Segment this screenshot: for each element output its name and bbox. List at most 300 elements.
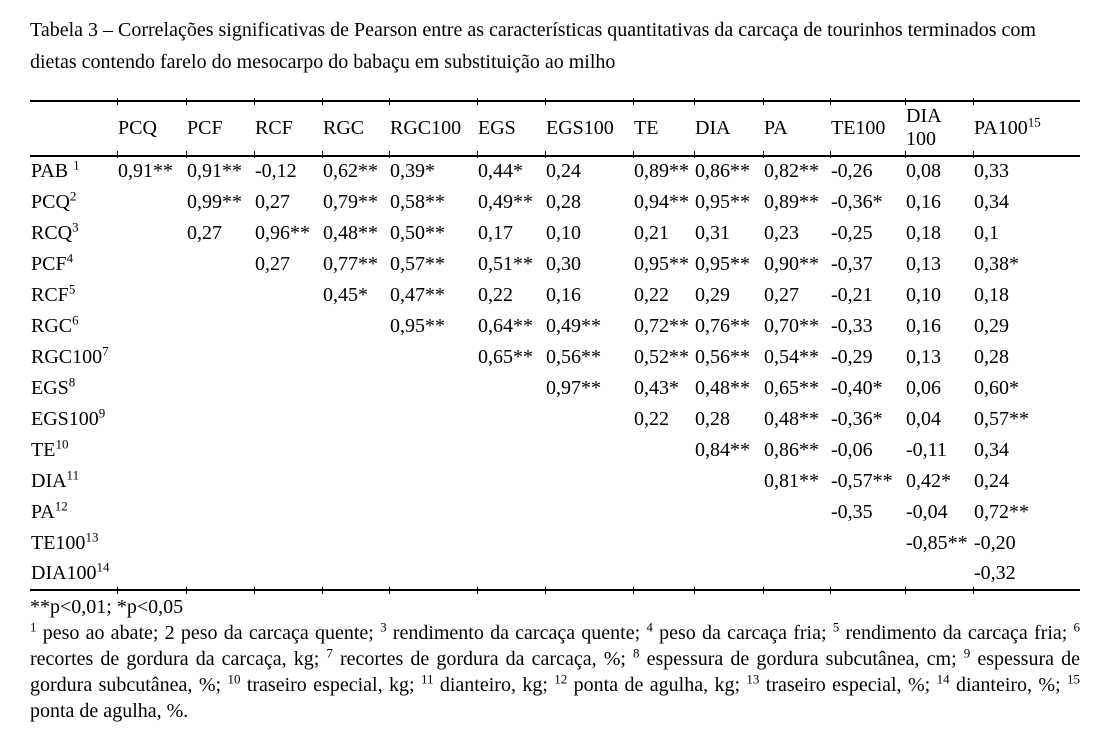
correlation-value: 0,65** xyxy=(764,376,819,399)
correlation-value: 0,84** xyxy=(695,438,750,461)
correlation-value: 0,60* xyxy=(974,376,1019,399)
column-boundary-tick xyxy=(477,151,478,158)
correlation-value xyxy=(389,466,477,497)
correlation-value xyxy=(477,497,545,528)
correlation-value xyxy=(117,466,186,497)
cell-label: EGS xyxy=(478,116,516,139)
correlation-value: 0,65** xyxy=(478,345,533,368)
cell-label: DIA xyxy=(695,116,731,139)
correlation-value: -0,06 xyxy=(831,438,873,461)
correlation-value xyxy=(117,435,186,466)
superscript: 1 xyxy=(73,157,80,173)
correlation-value: 0,13 xyxy=(906,345,941,368)
correlation-value: 0,13 xyxy=(906,252,941,275)
correlation-value: 0,23 xyxy=(764,221,799,244)
footnote-marker: 6 xyxy=(1073,619,1081,635)
correlation-value: 0,29 xyxy=(695,283,730,306)
correlation-value xyxy=(254,466,322,497)
column-header xyxy=(545,101,633,156)
correlation-value xyxy=(186,311,254,342)
correlation-value: 0,56** xyxy=(546,345,601,368)
correlation-value: 0,94** xyxy=(634,190,689,213)
correlation-value xyxy=(322,497,389,528)
table-row xyxy=(30,218,1080,249)
column-header xyxy=(973,101,1080,156)
correlation-value xyxy=(186,466,254,497)
correlation-value: 0,89** xyxy=(634,160,689,182)
correlation-value: -0,36* xyxy=(831,407,883,430)
correlation-value: 0,95** xyxy=(390,314,445,337)
column-boundary-tick xyxy=(117,587,118,594)
correlation-value xyxy=(694,466,763,497)
column-boundary-tick xyxy=(905,151,906,158)
correlation-value: -0,32 xyxy=(974,562,1016,584)
row-header xyxy=(30,187,117,218)
column-boundary-tick xyxy=(973,98,974,105)
table-row xyxy=(30,156,1080,187)
correlation-value: -0,12 xyxy=(255,160,297,182)
correlation-value xyxy=(254,373,322,404)
cell-label: RCF xyxy=(31,283,69,306)
row-header xyxy=(30,311,117,342)
column-boundary-tick xyxy=(763,98,764,105)
correlation-value xyxy=(633,559,694,590)
cell-label: PA xyxy=(764,116,788,139)
correlation-value: 0,89** xyxy=(764,190,819,213)
table-row xyxy=(30,559,1080,590)
correlation-value xyxy=(322,528,389,559)
correlation-value: 0,24 xyxy=(546,160,581,182)
correlation-value: 0,95** xyxy=(695,190,750,213)
column-boundary-tick xyxy=(322,587,323,594)
cell-label: EGS100 xyxy=(31,407,99,430)
correlation-value xyxy=(389,435,477,466)
correlation-value: 0,16 xyxy=(906,190,941,213)
table-row xyxy=(30,373,1080,404)
cell-label: RGC100 xyxy=(31,345,103,368)
table-notes xyxy=(30,594,1080,724)
row-header xyxy=(30,156,117,187)
correlation-value: 0,10 xyxy=(906,283,941,306)
correlation-value xyxy=(117,404,186,435)
cell-label: RGC xyxy=(31,314,73,337)
correlation-value: 0,49** xyxy=(546,314,601,337)
correlation-value: 0,82** xyxy=(764,160,819,182)
correlation-value xyxy=(545,404,633,435)
correlation-value xyxy=(830,528,905,559)
cell-label: PCQ xyxy=(118,116,157,139)
footnote-marker: 5 xyxy=(832,619,840,635)
correlation-value xyxy=(633,528,694,559)
column-boundary-tick xyxy=(763,151,764,158)
correlation-value: 0,29 xyxy=(974,314,1009,337)
superscript: 2 xyxy=(69,187,77,203)
correlation-value xyxy=(117,218,186,249)
correlation-value: 0,91** xyxy=(118,160,173,182)
column-boundary-tick xyxy=(322,151,323,158)
column-boundary-tick xyxy=(117,151,118,158)
cell-label: DIA100 xyxy=(31,562,97,584)
correlation-value xyxy=(477,404,545,435)
correlation-value xyxy=(254,404,322,435)
correlation-value xyxy=(186,497,254,528)
correlation-table xyxy=(30,100,1080,591)
correlation-value: 0,27 xyxy=(255,190,290,213)
correlation-value xyxy=(633,466,694,497)
correlation-value: 0,22 xyxy=(634,407,669,430)
cell-label: DIA 100 xyxy=(906,105,941,150)
correlation-value: 0,1 xyxy=(974,221,999,244)
table-row xyxy=(30,404,1080,435)
column-boundary-tick xyxy=(830,98,831,105)
column-boundary-tick xyxy=(905,587,906,594)
correlation-value: 0,95** xyxy=(634,252,689,275)
cell-label: EGS xyxy=(31,376,69,399)
correlation-value xyxy=(633,435,694,466)
correlation-value xyxy=(389,528,477,559)
column-boundary-tick xyxy=(545,587,546,594)
correlation-value: 0,52** xyxy=(634,345,689,368)
correlation-value: 0,27 xyxy=(764,283,799,306)
column-boundary-tick xyxy=(545,98,546,105)
column-boundary-tick xyxy=(905,98,906,105)
row-header xyxy=(30,435,117,466)
table-row xyxy=(30,280,1080,311)
correlation-value xyxy=(545,559,633,590)
cell-label: PCF xyxy=(31,252,67,275)
table-row xyxy=(30,528,1080,559)
row-header xyxy=(30,497,117,528)
table-wrap xyxy=(30,100,1080,591)
correlation-value xyxy=(905,559,973,590)
correlation-value: 0,34 xyxy=(974,438,1009,461)
correlation-value xyxy=(117,559,186,590)
correlation-value xyxy=(254,528,322,559)
correlation-value: 0,38* xyxy=(974,252,1019,275)
row-header xyxy=(30,404,117,435)
cell-label: TE100 xyxy=(831,116,886,139)
cell-label: RGC100 xyxy=(390,116,462,139)
correlation-value: -0,11 xyxy=(906,438,947,461)
cell-label: PAB xyxy=(31,160,74,182)
correlation-value: 0,96** xyxy=(255,221,310,244)
column-boundary-tick xyxy=(633,151,634,158)
column-boundary-tick xyxy=(694,151,695,158)
correlation-value: 0,43* xyxy=(634,376,679,399)
footnote-marker: 10 xyxy=(227,671,241,687)
correlation-value: 0,57** xyxy=(390,252,445,275)
correlation-value: 0,33 xyxy=(974,160,1009,182)
correlation-value: 0,04 xyxy=(906,407,941,430)
correlation-value xyxy=(477,373,545,404)
superscript: 15 xyxy=(1027,113,1041,129)
column-header xyxy=(117,101,186,156)
correlation-value xyxy=(254,497,322,528)
correlation-value: -0,20 xyxy=(974,531,1016,554)
correlation-value: 0,10 xyxy=(546,221,581,244)
correlation-value xyxy=(186,280,254,311)
table-row xyxy=(30,342,1080,373)
correlation-value xyxy=(694,559,763,590)
column-boundary-tick xyxy=(694,98,695,105)
superscript: 13 xyxy=(85,528,99,544)
correlation-value xyxy=(254,559,322,590)
correlation-value: 0,39* xyxy=(390,160,435,182)
superscript: 3 xyxy=(72,218,79,234)
column-boundary-tick xyxy=(186,98,187,105)
column-boundary-tick xyxy=(633,587,634,594)
correlation-value: 0,16 xyxy=(906,314,941,337)
correlation-value xyxy=(322,466,389,497)
table-row xyxy=(30,311,1080,342)
correlation-value xyxy=(322,435,389,466)
cell-label: RGC xyxy=(323,116,365,139)
correlation-value: 0,95** xyxy=(695,252,750,275)
table-row xyxy=(30,497,1080,528)
significance-note: **p<0,01; *p<0,05 xyxy=(30,596,184,618)
correlation-value: 0,06 xyxy=(906,376,941,399)
correlation-value xyxy=(389,404,477,435)
correlation-value xyxy=(694,497,763,528)
correlation-value xyxy=(254,280,322,311)
column-boundary-tick xyxy=(322,98,323,105)
correlation-value: -0,40* xyxy=(831,376,883,399)
column-boundary-tick xyxy=(254,151,255,158)
column-boundary-tick xyxy=(763,587,764,594)
correlation-value xyxy=(477,559,545,590)
column-header xyxy=(477,101,545,156)
correlation-value: 0,28 xyxy=(546,190,581,213)
correlation-value xyxy=(545,466,633,497)
column-header xyxy=(905,101,973,156)
correlation-value xyxy=(322,373,389,404)
correlation-value: -0,33 xyxy=(831,314,873,337)
correlation-value: 0,22 xyxy=(634,283,669,306)
footnote-marker: 9 xyxy=(963,645,971,661)
row-header xyxy=(30,559,117,590)
footnote-marker: 12 xyxy=(554,671,568,687)
column-boundary-tick xyxy=(545,151,546,158)
correlation-value xyxy=(763,559,830,590)
cell-label: PCQ xyxy=(31,190,70,213)
correlation-value xyxy=(633,497,694,528)
superscript: 14 xyxy=(96,559,110,575)
correlation-value: 0,21 xyxy=(634,221,669,244)
correlation-value: 0,90** xyxy=(764,252,819,275)
correlation-value: -0,04 xyxy=(906,500,948,523)
column-header xyxy=(186,101,254,156)
correlation-value: 0,97** xyxy=(546,376,601,399)
correlation-value: 0,50** xyxy=(390,221,445,244)
column-boundary-tick xyxy=(694,587,695,594)
correlation-value xyxy=(322,404,389,435)
correlation-value xyxy=(763,528,830,559)
column-header xyxy=(830,101,905,156)
correlation-value: -0,21 xyxy=(831,283,873,306)
superscript: 6 xyxy=(72,311,79,327)
row-header xyxy=(30,280,117,311)
column-boundary-tick xyxy=(186,151,187,158)
table-row xyxy=(30,187,1080,218)
correlation-value: 0,48** xyxy=(764,407,819,430)
row-header xyxy=(30,218,117,249)
table-row xyxy=(30,249,1080,280)
correlation-value xyxy=(117,187,186,218)
correlation-value: 0,86** xyxy=(695,160,750,182)
correlation-value xyxy=(322,559,389,590)
correlation-value: 0,56** xyxy=(695,345,750,368)
cell-label: DIA xyxy=(31,469,67,492)
correlation-value xyxy=(477,466,545,497)
correlation-value xyxy=(254,342,322,373)
correlation-value xyxy=(254,435,322,466)
correlation-value: 0,99** xyxy=(187,190,242,213)
correlation-value: 0,70** xyxy=(764,314,819,337)
correlation-value: 0,76** xyxy=(695,314,750,337)
correlation-value: 0,77** xyxy=(323,252,378,275)
column-boundary-tick xyxy=(186,587,187,594)
column-boundary-tick xyxy=(477,587,478,594)
column-header xyxy=(694,101,763,156)
superscript: 9 xyxy=(98,404,106,420)
correlation-value: 0,64** xyxy=(478,314,533,337)
table-row xyxy=(30,466,1080,497)
superscript: 7 xyxy=(102,342,109,358)
table-row xyxy=(30,435,1080,466)
column-boundary-tick xyxy=(254,587,255,594)
correlation-value xyxy=(186,559,254,590)
cell-label: EGS100 xyxy=(546,116,614,139)
correlation-value xyxy=(830,559,905,590)
column-boundary-tick xyxy=(830,151,831,158)
column-boundary-tick xyxy=(973,151,974,158)
correlation-value xyxy=(117,342,186,373)
correlation-value xyxy=(763,497,830,528)
cell-label: PCF xyxy=(187,116,223,139)
correlation-value: 0,28 xyxy=(695,407,730,430)
correlation-value: 0,72** xyxy=(974,500,1029,523)
row-header xyxy=(30,373,117,404)
column-boundary-tick xyxy=(117,98,118,105)
column-boundary-tick xyxy=(973,587,974,594)
correlation-value xyxy=(389,342,477,373)
correlation-value: 0,79** xyxy=(323,190,378,213)
footnote-marker: 8 xyxy=(633,645,640,661)
row-header xyxy=(30,249,117,280)
correlation-value: 0,57** xyxy=(974,407,1029,430)
correlation-value: -0,25 xyxy=(831,221,873,244)
superscript: 12 xyxy=(54,497,68,513)
correlation-value: -0,29 xyxy=(831,345,873,368)
superscript: 5 xyxy=(68,280,76,296)
row-header xyxy=(30,466,117,497)
correlation-value: 0,34 xyxy=(974,190,1009,213)
correlation-value: 0,44* xyxy=(478,160,523,182)
cell-label: PA100 xyxy=(974,116,1028,139)
correlation-value: 0,17 xyxy=(478,221,513,244)
correlation-value: -0,57** xyxy=(831,469,893,492)
correlation-value: 0,18 xyxy=(906,221,941,244)
correlation-value xyxy=(389,559,477,590)
column-header xyxy=(763,101,830,156)
footnote-definitions: $^1$ peso ao abate; 2 peso da carcaça quente; $^3$ rendimento da carcaça quente; $^4$ peso da carcaça fria; $^5$ rendimento da carcaça fria; $^6$ recortes de gordura da carcaça, kg; $^7$ recortes de gordura da carcaça, %; $^8$ espessura de gordura subcutânea, cm; $^9$ espessura de gordura subcutânea, %; $^{10}$ traseiro especial, kg; $^{11}$ dianteiro, kg; $^{12}$ ponta de agulha, kg; $^{13}$ traseiro especial, %; $^{14}$ dianteiro, %; $^{15}$ ponta de agulha, %. xyxy=(30,619,1081,722)
column-boundary-tick xyxy=(254,98,255,105)
correlation-value: 0,58** xyxy=(390,190,445,213)
superscript: 11 xyxy=(66,466,80,482)
correlation-value: 0,49** xyxy=(478,190,533,213)
column-boundary-tick xyxy=(389,151,390,158)
footnote-marker: 4 xyxy=(646,619,653,635)
column-boundary-tick xyxy=(633,98,634,105)
superscript: 8 xyxy=(68,373,76,389)
correlation-value: 0,16 xyxy=(546,283,581,306)
correlation-value: 0,62** xyxy=(323,160,378,182)
correlation-value xyxy=(186,528,254,559)
correlation-value xyxy=(545,435,633,466)
correlation-value: 0,18 xyxy=(974,283,1009,306)
footnote-marker: 14 xyxy=(936,671,950,687)
correlation-value: 0,91** xyxy=(187,160,242,182)
footnote-marker: 15 xyxy=(1067,671,1081,687)
correlation-value: -0,36* xyxy=(831,190,883,213)
correlation-value xyxy=(186,342,254,373)
footnote-marker: 1 xyxy=(30,619,37,635)
correlation-value: 0,42* xyxy=(906,469,951,492)
column-boundary-tick xyxy=(389,587,390,594)
correlation-value: 0,48** xyxy=(695,376,750,399)
correlation-value: -0,85** xyxy=(906,531,968,554)
superscript: 10 xyxy=(55,435,69,451)
column-header xyxy=(322,101,389,156)
correlation-value: 0,72** xyxy=(634,314,689,337)
correlation-value xyxy=(545,528,633,559)
column-boundary-tick xyxy=(477,98,478,105)
superscript: 4 xyxy=(66,249,74,265)
correlation-value: 0,51** xyxy=(478,252,533,275)
correlation-value: 0,31 xyxy=(695,221,730,244)
correlation-value: 0,47** xyxy=(390,283,445,306)
correlation-value: -0,26 xyxy=(831,160,873,182)
correlation-value: 0,27 xyxy=(255,252,290,275)
correlation-value: 0,81** xyxy=(764,469,819,492)
correlation-value xyxy=(117,280,186,311)
correlation-value xyxy=(186,249,254,280)
correlation-value: 0,22 xyxy=(478,283,513,306)
column-header xyxy=(389,101,477,156)
correlation-value: 0,48** xyxy=(323,221,378,244)
correlation-value: 0,45* xyxy=(323,283,368,306)
row-header xyxy=(30,342,117,373)
correlation-value: 0,27 xyxy=(187,221,222,244)
footnote-marker: 13 xyxy=(746,671,760,687)
correlation-value xyxy=(117,373,186,404)
correlation-value xyxy=(186,435,254,466)
footnote-marker: 3 xyxy=(380,619,387,635)
header-row xyxy=(30,101,1080,156)
correlation-value xyxy=(117,311,186,342)
column-boundary-tick xyxy=(389,98,390,105)
correlation-value xyxy=(694,528,763,559)
correlation-value xyxy=(389,497,477,528)
correlation-value: -0,35 xyxy=(831,500,873,523)
correlation-value xyxy=(186,404,254,435)
correlation-value xyxy=(117,249,186,280)
column-header xyxy=(254,101,322,156)
cell-label: RCQ xyxy=(31,221,73,244)
corner-cell xyxy=(30,101,117,156)
correlation-value xyxy=(186,373,254,404)
column-header xyxy=(633,101,694,156)
